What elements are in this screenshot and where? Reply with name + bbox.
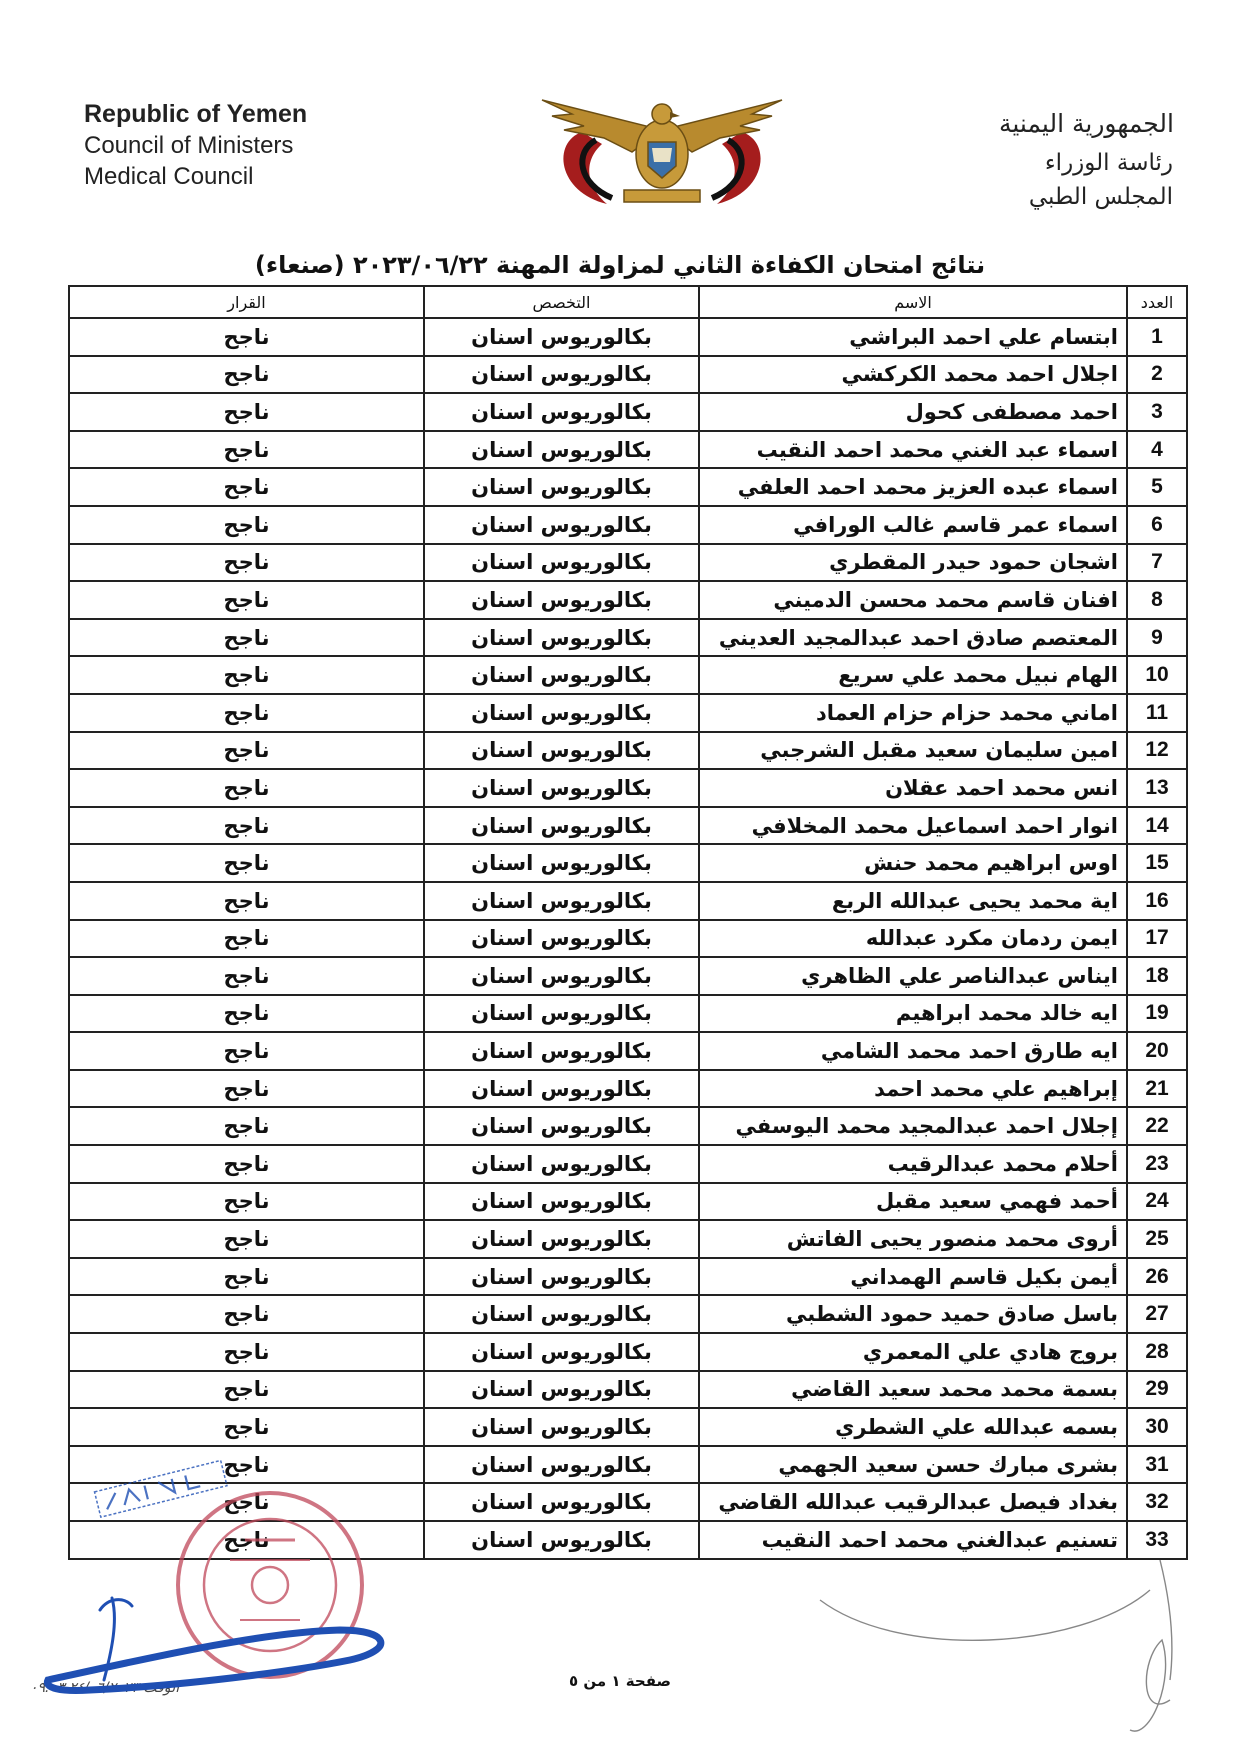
row-number: 20: [1127, 1032, 1187, 1070]
row-name: اوس ابراهيم محمد حنش: [699, 844, 1127, 882]
row-name: اسماء عبده العزيز محمد احمد العلفي: [699, 468, 1127, 506]
table-row: [69, 1333, 1187, 1371]
row-number: 29: [1127, 1371, 1187, 1409]
row-number: 1: [1127, 318, 1187, 356]
row-number: 2: [1127, 356, 1187, 394]
table-row: [69, 544, 1187, 582]
row-number: 27: [1127, 1295, 1187, 1333]
row-number: 24: [1127, 1183, 1187, 1221]
table-row: [69, 393, 1187, 431]
row-decision: ناجح: [69, 995, 424, 1033]
table-row: [69, 619, 1187, 657]
row-decision: ناجح: [69, 694, 424, 732]
row-number: 5: [1127, 468, 1187, 506]
row-name: اماني محمد حزام حزام العماد: [699, 694, 1127, 732]
row-specialty: بكالوريوس اسنان: [424, 1295, 699, 1333]
row-decision: ناجح: [69, 1333, 424, 1371]
row-decision: ناجح: [69, 1183, 424, 1221]
row-number: 11: [1127, 694, 1187, 732]
table-row: [69, 957, 1187, 995]
row-name: انس محمد احمد عقلان: [699, 769, 1127, 807]
table-row: [69, 694, 1187, 732]
row-number: 17: [1127, 920, 1187, 958]
results-table: [68, 285, 1188, 1560]
row-name: انوار احمد اسماعيل محمد المخلافي: [699, 807, 1127, 845]
row-name: المعتصم صادق احمد عبدالمجيد العديني: [699, 619, 1127, 657]
row-name: إبراهيم علي محمد احمد: [699, 1070, 1127, 1108]
header-arabic: [844, 102, 1174, 214]
row-specialty: بكالوريوس اسنان: [424, 995, 699, 1033]
row-name: بسمه عبدالله علي الشطري: [699, 1408, 1127, 1446]
row-specialty: بكالوريوس اسنان: [424, 431, 699, 469]
row-decision: ناجح: [69, 544, 424, 582]
table-row: [69, 356, 1187, 394]
row-name: افنان قاسم محمد محسن الدميني: [699, 581, 1127, 619]
row-decision: ناجح: [69, 1107, 424, 1145]
row-name: إجلال احمد عبدالمجيد محمد اليوسفي: [699, 1107, 1127, 1145]
column-header-decision: القرار: [69, 286, 424, 318]
row-decision: ناجح: [69, 844, 424, 882]
table-row: [69, 506, 1187, 544]
row-specialty: بكالوريوس اسنان: [424, 544, 699, 582]
table-row: [69, 1371, 1187, 1409]
row-specialty: بكالوريوس اسنان: [424, 882, 699, 920]
row-specialty: بكالوريوس اسنان: [424, 656, 699, 694]
table-row: [69, 1145, 1187, 1183]
print-timestamp: الوقت ٢٤/٠٦/٢٠٢٣ ٠٩:٠٣: [30, 1680, 180, 1696]
row-name: اجلال احمد محمد الكركشي: [699, 356, 1127, 394]
row-number: 28: [1127, 1333, 1187, 1371]
row-specialty: بكالوريوس اسنان: [424, 1145, 699, 1183]
row-name: امين سليمان سعيد مقبل الشرجبي: [699, 732, 1127, 770]
row-decision: ناجح: [69, 619, 424, 657]
row-specialty: بكالوريوس اسنان: [424, 844, 699, 882]
page-number: صفحة ١ من ٥: [569, 1672, 671, 1690]
row-decision: ناجح: [69, 1032, 424, 1070]
row-name: أروى محمد منصور يحيى الفاتش: [699, 1220, 1127, 1258]
row-specialty: بكالوريوس اسنان: [424, 807, 699, 845]
table-row: [69, 656, 1187, 694]
row-decision: ناجح: [69, 807, 424, 845]
table-row: [69, 1070, 1187, 1108]
row-decision: ناجح: [69, 1483, 424, 1521]
row-name: اشجان حمود حيدر المقطري: [699, 544, 1127, 582]
row-name: ايه طارق احمد محمد الشامي: [699, 1032, 1127, 1070]
row-decision: ناجح: [69, 1521, 424, 1559]
table-row: [69, 1408, 1187, 1446]
row-number: 30: [1127, 1408, 1187, 1446]
row-number: 8: [1127, 581, 1187, 619]
column-header-name: الاسم: [699, 286, 1127, 318]
council-name-ar: المجلس الطبي: [1028, 184, 1173, 210]
row-number: 21: [1127, 1070, 1187, 1108]
row-specialty: بكالوريوس اسنان: [424, 1446, 699, 1484]
row-name: ايناس عبدالناصر علي الظاهري: [699, 957, 1127, 995]
country-name-en: Republic of Yemen: [84, 100, 308, 128]
row-name: اسماء عبد الغني محمد احمد النقيب: [699, 431, 1127, 469]
row-name: اسماء عمر قاسم غالب الورافي: [699, 506, 1127, 544]
row-decision: ناجح: [69, 1258, 424, 1296]
column-header-spec: التخصص: [424, 286, 699, 318]
row-decision: ناجح: [69, 732, 424, 770]
row-name: ابتسام علي احمد البراشي: [699, 318, 1127, 356]
table-header-row: [69, 286, 1187, 318]
row-specialty: بكالوريوس اسنان: [424, 1220, 699, 1258]
row-specialty: بكالوريوس اسنان: [424, 1070, 699, 1108]
row-name: أحمد فهمي سعيد مقبل: [699, 1183, 1127, 1221]
row-number: 9: [1127, 619, 1187, 657]
row-decision: ناجح: [69, 957, 424, 995]
row-name: بسمة محمد محمد سعيد القاضي: [699, 1371, 1127, 1409]
country-name-ar: الجمهورية اليمنية: [998, 109, 1174, 138]
row-decision: ناجح: [69, 882, 424, 920]
row-decision: ناجح: [69, 1295, 424, 1333]
row-decision: ناجح: [69, 431, 424, 469]
row-specialty: بكالوريوس اسنان: [424, 619, 699, 657]
row-number: 16: [1127, 882, 1187, 920]
table-row: [69, 1258, 1187, 1296]
table-row: [69, 1446, 1187, 1484]
row-specialty: بكالوريوس اسنان: [424, 920, 699, 958]
row-specialty: بكالوريوس اسنان: [424, 1258, 699, 1296]
row-decision: ناجح: [69, 920, 424, 958]
row-name: الهام نبيل محمد علي سريع: [699, 656, 1127, 694]
row-specialty: بكالوريوس اسنان: [424, 1183, 699, 1221]
row-name: باسل صادق حميد حمود الشطبي: [699, 1295, 1127, 1333]
row-specialty: بكالوريوس اسنان: [424, 1371, 699, 1409]
table-row: [69, 318, 1187, 356]
row-name: أحلام محمد عبدالرقيب: [699, 1145, 1127, 1183]
ministry-name-en: Council of Ministers: [84, 132, 294, 159]
row-decision: ناجح: [69, 769, 424, 807]
table-row: [69, 769, 1187, 807]
row-name: بروج هادي علي المعمري: [699, 1333, 1127, 1371]
row-decision: ناجح: [69, 1371, 424, 1409]
row-specialty: بكالوريوس اسنان: [424, 769, 699, 807]
row-decision: ناجح: [69, 1220, 424, 1258]
row-decision: ناجح: [69, 1446, 424, 1484]
row-number: 18: [1127, 957, 1187, 995]
row-name: تسنيم عبدالغني محمد احمد النقيب: [699, 1521, 1127, 1559]
row-number: 22: [1127, 1107, 1187, 1145]
table-row: [69, 807, 1187, 845]
row-number: 32: [1127, 1483, 1187, 1521]
row-name: أيمن بكيل قاسم الهمداني: [699, 1258, 1127, 1296]
row-specialty: بكالوريوس اسنان: [424, 393, 699, 431]
row-specialty: بكالوريوس اسنان: [424, 1408, 699, 1446]
column-header-num: العدد: [1127, 286, 1187, 318]
row-specialty: بكالوريوس اسنان: [424, 1521, 699, 1559]
row-name: بغداد فيصل عبدالرقيب عبدالله القاضي: [699, 1483, 1127, 1521]
table-row: [69, 882, 1187, 920]
row-number: 33: [1127, 1521, 1187, 1559]
table-row: [69, 1107, 1187, 1145]
row-number: 10: [1127, 656, 1187, 694]
row-number: 15: [1127, 844, 1187, 882]
council-name-en: Medical Council: [84, 163, 254, 190]
row-number: 14: [1127, 807, 1187, 845]
row-decision: ناجح: [69, 468, 424, 506]
ministry-name-ar: رئاسة الوزراء: [1044, 150, 1173, 176]
row-decision: ناجح: [69, 506, 424, 544]
row-decision: ناجح: [69, 1408, 424, 1446]
row-name: احمد مصطفى كحول: [699, 393, 1127, 431]
row-specialty: بكالوريوس اسنان: [424, 506, 699, 544]
row-specialty: بكالوريوس اسنان: [424, 694, 699, 732]
table-row: [69, 1521, 1187, 1559]
row-name: بشرى مبارك حسن سعيد الجهمي: [699, 1446, 1127, 1484]
row-specialty: بكالوريوس اسنان: [424, 318, 699, 356]
row-number: 25: [1127, 1220, 1187, 1258]
row-decision: ناجح: [69, 356, 424, 394]
row-decision: ناجح: [69, 656, 424, 694]
row-number: 13: [1127, 769, 1187, 807]
row-decision: ناجح: [69, 1070, 424, 1108]
table-row: [69, 920, 1187, 958]
table-row: [69, 732, 1187, 770]
row-specialty: بكالوريوس اسنان: [424, 1483, 699, 1521]
table-row: [69, 1032, 1187, 1070]
table-row: [69, 844, 1187, 882]
row-specialty: بكالوريوس اسنان: [424, 1032, 699, 1070]
row-number: 4: [1127, 431, 1187, 469]
row-specialty: بكالوريوس اسنان: [424, 356, 699, 394]
row-specialty: بكالوريوس اسنان: [424, 1333, 699, 1371]
row-decision: ناجح: [69, 581, 424, 619]
row-specialty: بكالوريوس اسنان: [424, 1107, 699, 1145]
row-specialty: بكالوريوس اسنان: [424, 957, 699, 995]
table-row: [69, 1483, 1187, 1521]
row-number: 23: [1127, 1145, 1187, 1183]
row-number: 6: [1127, 506, 1187, 544]
table-row: [69, 1183, 1187, 1221]
table-row: [69, 1295, 1187, 1333]
table-row: [69, 431, 1187, 469]
yemen-emblem-icon: [512, 92, 812, 212]
row-number: 7: [1127, 544, 1187, 582]
row-specialty: بكالوريوس اسنان: [424, 732, 699, 770]
table-row: [69, 1220, 1187, 1258]
row-decision: ناجح: [69, 393, 424, 431]
row-number: 12: [1127, 732, 1187, 770]
pencil-mark-icon: [820, 1560, 1172, 1731]
table-row: [69, 468, 1187, 506]
row-name: اية محمد يحيى عبدالله الربع: [699, 882, 1127, 920]
row-specialty: بكالوريوس اسنان: [424, 468, 699, 506]
header-english: [84, 98, 414, 192]
row-name: ايمن ردمان مكرد عبدالله: [699, 920, 1127, 958]
row-decision: ناجح: [69, 318, 424, 356]
row-number: 19: [1127, 995, 1187, 1033]
table-row: [69, 581, 1187, 619]
row-name: ايه خالد محمد ابراهيم: [699, 995, 1127, 1033]
row-number: 26: [1127, 1258, 1187, 1296]
row-decision: ناجح: [69, 1145, 424, 1183]
row-specialty: بكالوريوس اسنان: [424, 581, 699, 619]
row-number: 31: [1127, 1446, 1187, 1484]
row-number: 3: [1127, 393, 1187, 431]
page-title: نتائج امتحان الكفاءة الثاني لمزاولة المهنة ٢٠٢٣/٠٦/٢٢ (صنعاء): [254, 251, 986, 279]
table-row: [69, 995, 1187, 1033]
